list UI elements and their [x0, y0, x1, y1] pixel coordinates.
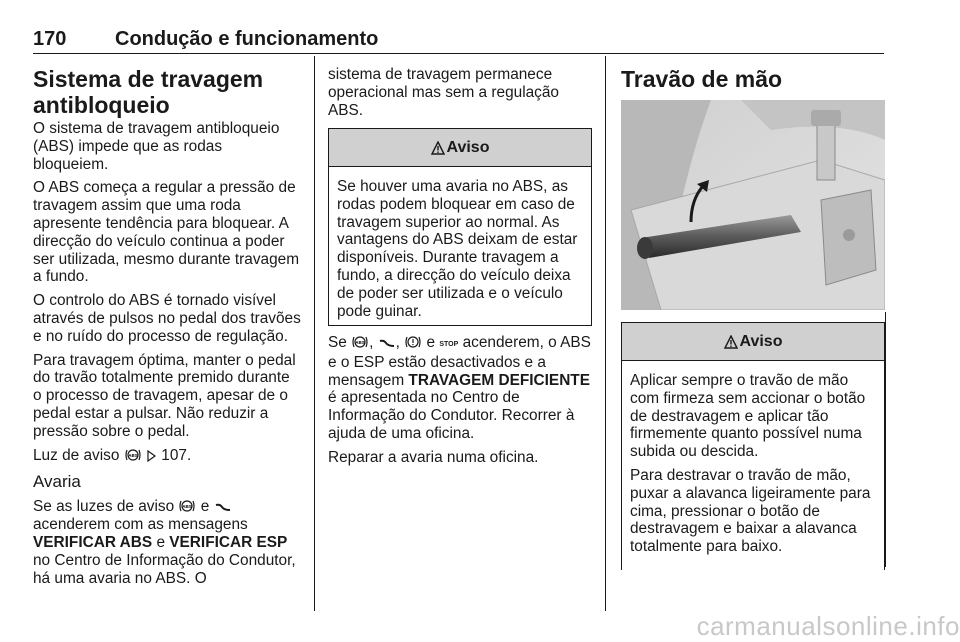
- paragraph: O ABS começa a regular a pressão de travagem assim que uma roda apresente tendência para bloquear. A direcção do veículo continua a poder ser utilizada, mesmo durante travagem a fundo.: [33, 179, 300, 286]
- warning-body: Aplicar sempre o travão de mão com firmeza sem accionar o botão de destravagem e aplicar tão firmemente quanto possível numa subida ou descida. Para destravar o travão de mão, puxar a alavanca ligeiramente para cima, pressionar o botão de destravagem e baixar a alavanca totalmente para baixo.: [630, 372, 871, 556]
- middle-column-lower: [328, 334, 592, 473]
- right-column: [621, 66, 885, 94]
- paragraph-lights: Se ABS , , e STOP acenderem, o ABS e o ESP estão desactivados e a mensagem TRAVAGEM DEFICIENTE é apresentada no Centro de Informação do Condutor. Recorrer à ajuda de uma oficina.: [328, 334, 591, 442]
- chapter-title: Condução e funcionamento: [115, 28, 379, 50]
- esp-skid-icon: [379, 337, 395, 349]
- warning-triangle-icon: [431, 141, 445, 155]
- warning-triangle-icon: [724, 335, 738, 349]
- paragraph: Reparar a avaria numa oficina.: [328, 448, 539, 466]
- warning-header: Aviso: [329, 129, 591, 167]
- subheading-avaria: Avaria: [33, 472, 81, 492]
- paragraph: O controlo do ABS é tornado visível através de pulsos no pedal dos travões e no ruído do processo de regulação.: [33, 292, 301, 345]
- handbrake-photo: [621, 100, 885, 310]
- abs-warning-icon: [125, 448, 141, 462]
- section-heading-handbrake: Travão de mão: [621, 66, 783, 92]
- left-column: [33, 66, 301, 593]
- section-heading-abs: Sistema de travagem antibloqueio: [33, 66, 264, 118]
- page-reference-icon: [147, 450, 156, 462]
- svg-text:ABS: ABS: [355, 340, 365, 345]
- handbrake-illustration: [621, 100, 885, 310]
- abs-warning-icon: [179, 499, 195, 513]
- warning-box-handbrake: [621, 322, 885, 570]
- column-divider-2: [605, 56, 606, 611]
- esp-skid-icon: [215, 501, 231, 513]
- paragraph-fault: Se as luzes de aviso ABS e acenderem com as mensagens VERIFICAR ABS e VERIFICAR ESP no Centro de Informação do Condutor, há uma avaria no ABS. O: [33, 498, 296, 587]
- paragraph-warning-light-ref: Luz de aviso ABS 107.: [33, 446, 192, 464]
- column-divider-1: [314, 56, 315, 611]
- svg-text:ABS: ABS: [182, 504, 193, 510]
- warning-body: Se houver uma avaria no ABS, as rodas podem bloquear em caso de travagem superior ao normal. As vantagens do ABS deixam de estar disponíveis. Durante travagem a fundo, a direcção do veículo deixa de poder ser utilizada e o veículo pode guinar.: [337, 178, 578, 320]
- page-number: 170: [33, 28, 67, 50]
- abs-warning-icon: [352, 335, 368, 349]
- paragraph: O sistema de travagem antibloqueio (ABS) impede que as rodas bloqueiem.: [33, 120, 280, 173]
- column-divider-3: [885, 312, 886, 567]
- paragraph: sistema de travagem permanece operacional mas sem a regulação ABS.: [328, 66, 559, 119]
- stop-label: STOP: [439, 341, 459, 348]
- middle-column: [328, 66, 592, 125]
- warning-header: Aviso: [622, 323, 884, 361]
- warning-box-abs: [328, 128, 592, 326]
- page-header: [33, 28, 884, 54]
- paragraph: Para travagem óptima, manter o pedal do travão totalmente premido durante o processo de travagem, apesar de o pedal estar a pulsar. Não reduzir a pressão sobre o pedal.: [33, 351, 296, 440]
- watermark: carmanualsonline.info: [696, 611, 960, 641]
- brake-warning-icon: [405, 335, 421, 349]
- svg-text:ABS: ABS: [127, 452, 138, 458]
